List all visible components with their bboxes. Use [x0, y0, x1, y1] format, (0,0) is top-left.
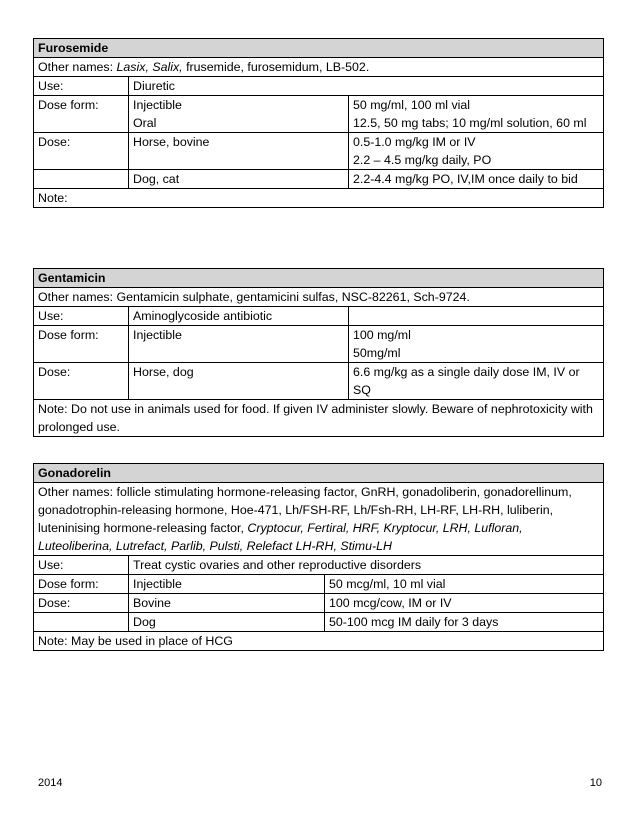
dose-amount: 2.2-4.4 mg/kg PO, IV,IM once daily to bid [349, 170, 604, 189]
dose-species: Dog [129, 613, 325, 632]
drug-title: Gonadorelin [34, 464, 604, 483]
dose-form-type: Oral [133, 116, 157, 130]
dose-amount: 6.6 mg/kg as a single daily dose IM, IV or SQ [349, 363, 604, 400]
dose-form-label: Dose form: [34, 96, 129, 133]
furosemide-table [33, 38, 604, 208]
dose-species: Bovine [129, 594, 325, 613]
dose-form-types [129, 96, 349, 133]
dose-form-type: Injectible [133, 98, 182, 112]
note: Note: May be used in place of HCG [34, 632, 604, 651]
use-value: Diuretic [129, 77, 604, 96]
empty-cell [34, 170, 129, 189]
dose-amount: 2.2 – 4.5 mg/kg daily, PO [353, 153, 492, 167]
dose-form-type: Injectible [129, 575, 325, 594]
other-names-generic: Other names: follicle stimulating hormone-releasing factor, GnRH, gonadoliberin, gonadorellinum, gonadotrophin-releasing hormone, Hoe-471, Lh/FSH-RF, Lh/Fsh-RH, LH-RF, LH-RH, luliberin, luteninising hormone-releasing factor, [38, 485, 572, 535]
dose-form-label: Dose form: [34, 326, 129, 363]
footer-year: 2014 [38, 777, 63, 789]
dose-amounts [349, 133, 604, 170]
other-names-row [34, 483, 604, 556]
drug-title: Furosemide [34, 39, 604, 58]
dose-label: Dose: [34, 133, 129, 170]
use-label: Use: [34, 556, 129, 575]
use-value: Treat cystic ovaries and other reproductive disorders [129, 556, 604, 575]
other-names-brands: Cryptocur, Fertiral, HRF, Kryptocur, LRH, Lufloran, Luteoliberina, Lutrefact, Parlib, Pulsti, Relefact LH-RH, Stimu-LH [38, 521, 523, 553]
dose-label: Dose: [34, 594, 129, 613]
dose-label: Dose: [34, 363, 129, 400]
gonadorelin-table [33, 463, 604, 651]
note: Note: [34, 189, 604, 208]
dose-form-detail: 100 mg/ml [353, 328, 411, 342]
other-names-row: Other names: Gentamicin sulphate, gentamicini sulfas, NSC-82261, Sch-9724. [34, 288, 604, 307]
dose-amount: 100 mcg/cow, IM or IV [325, 594, 604, 613]
dose-species: Dog, cat [129, 170, 349, 189]
drug-title: Gentamicin [34, 269, 604, 288]
other-names-row [34, 58, 604, 77]
dose-form-label: Dose form: [34, 575, 129, 594]
note: Note: Do not use in animals used for food. If given IV administer slowly. Beware of nephrotoxicity with prolonged use. [34, 400, 604, 437]
empty-cell [34, 613, 129, 632]
page-number: 10 [589, 777, 602, 789]
use-label: Use: [34, 77, 129, 96]
use-value: Aminoglycoside antibiotic [129, 307, 349, 326]
dose-form-details [349, 326, 604, 363]
dose-amount: 0.5-1.0 mg/kg IM or IV [353, 135, 476, 149]
dose-form-type: Injectible [129, 326, 349, 363]
empty-cell [349, 307, 604, 326]
use-label: Use: [34, 307, 129, 326]
dose-form-details [349, 96, 604, 133]
dose-amount: 50-100 mcg IM daily for 3 days [325, 613, 604, 632]
dose-species: Horse, dog [129, 363, 349, 400]
dose-form-detail: 12.5, 50 mg tabs; 10 mg/ml solution, 60 ml [353, 116, 587, 130]
gentamicin-table [33, 268, 604, 437]
other-names-rest: frusemide, furosemidum, LB-502. [182, 60, 370, 74]
other-names-brands: Lasix, Salix, [116, 60, 183, 74]
dose-form-detail: 50 mcg/ml, 10 ml vial [325, 575, 604, 594]
dose-species: Horse, bovine [129, 133, 349, 170]
dose-form-detail: 50mg/ml [353, 346, 401, 360]
other-names-prefix: Other names: [38, 60, 117, 74]
dose-form-detail: 50 mg/ml, 100 ml vial [353, 98, 471, 112]
